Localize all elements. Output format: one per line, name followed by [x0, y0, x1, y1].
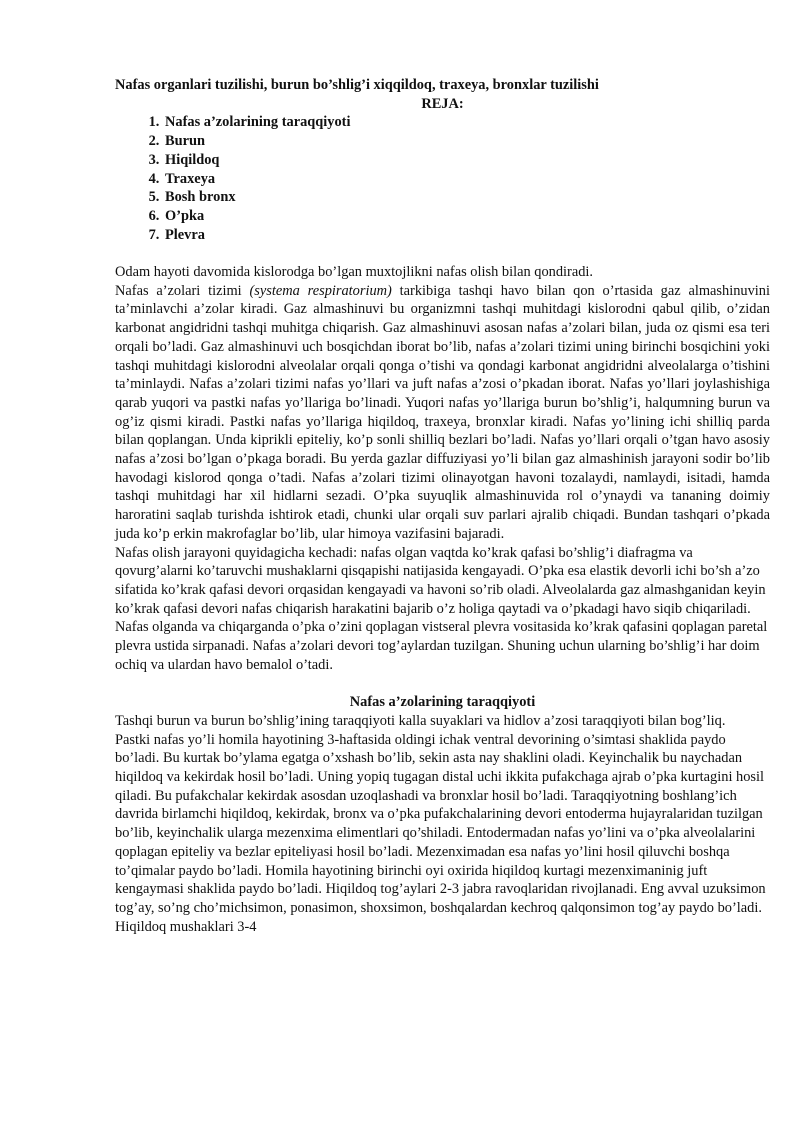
body-paragraph-2: Nafas olish jarayoni quyidagicha kechadi: nafas olgan vaqtda ko’krak qafasi bo’shlig’i diafragma va qovurg’alarni ko’taruvchi mushaklarni qisqapishi natijasida kengayadi. O’pka esa elastik devorli ichi bo’sh a’zo sifatida ko’krak qafasi devori orqasidan kengayadi va havoni so’rib oladi. Alveolalarda gaz almashganidan keyin ko’krak qafasi devori nafas chiqarish harakatini bajarib o’z holiga qaytadi va o’pkadagi havo siqib chiqariladi. Nafas olganda va chiqarganda o’pka o’zini qoplagan vistseral plevra vositasida ko’krak qafasini qoplagan paretal plevra ustida sirpanadi. Nafas a’zolari devori tog’aylardan tuzilgan. Shuning uchun ularning bo’shlig’i har doim ochiq va ulardan havo bemalol o’tadi. [115, 544, 768, 673]
spacer [115, 674, 770, 693]
plan-list [115, 113, 770, 244]
intro-paragraph: Odam hayoti davomida kislorodga bo’lgan muxtojlikni nafas olish bilan qondiradi. [115, 264, 594, 281]
paragraph-text: Nafas a’zolari tizimi [115, 282, 250, 299]
body-paragraph-1 [115, 282, 770, 544]
plan-item: 3. Hiqildoq [163, 151, 770, 170]
plan-item: 2. Burun [163, 132, 770, 151]
spacer [115, 244, 770, 263]
plan-item: 6. O’pka [163, 207, 770, 226]
body-paragraph-4: Pastki nafas yo’li homila hayotining 3-haftasida oldingi ichak ventral devorining o’simtasi shaklida paydo bo’ladi. Bu kurtak bo’ylama egatga o’xshash bo’lib, sekin asta nay shaklini oladi. Keyinchalik bu naychadan hiqildoq va kekirdak hosil bo’ladi. Uning yopiq tugagan distal uchi ikkita pufakchaga ajrab o’pka kurtagini hosil qiladi. Bu pufakchalar kekirdak asosdan uzoqlashadi va bronxlar hosil bo’ladi. Taraqqiyotning boshlang’ich davrida birlamchi hiqildoq, kekirdak, bronx va o’pka pufakchalarining devori entoderma hujayralaridan tuzilgan bo’lib, keyinchalik ularga mezenxima elimentlari qo’shiladi. Entodermadan nafas yo’lini va o’pka alveolalarini qoplagan epiteliy va bezlar epiteliyasi hosil bo’ladi. Mezenximadan esa nafas yo’lini hosil qiluvchi boshqa to’qimalar paydo bo’ladi. Homila hayotining birinchi oyi oxirida hiqildoq kurtagi mezenximaninig juft kengaymasi shaklida paydo bo’ladi. Hiqildoq tog’aylari 2-3 jabra ravoqlaridan rivojlanadi. Eng avval uzuksimon tog’ay, so’ng cho’michsimon, ponasimon, shoxsimon, boshqalardan kechroq qalqonsimon tog’ay paydo bo’ladi. Hiqildoq mushaklari 3-4 [115, 731, 766, 935]
plan-item: 7. Plevra [163, 226, 770, 245]
document-page [115, 76, 770, 936]
plan-heading: REJA: [421, 95, 464, 112]
section-heading: Nafas a’zolarining taraqqiyoti [349, 694, 536, 711]
latin-term: (systema respiratorium) [249, 282, 392, 299]
plan-item: 5. Bosh bronx [163, 188, 770, 207]
paragraph-text: tarkibiga tashqi havo bilan qon o’rtasida gaz almashinuvini ta’minlavchi a’zolar kiradi. Gaz almashinuvi bu organizmni tashqi muhitdagi kislorodni qabul qilib, o’zidan karbonat angidridni tashqi muhitga chiqarish. Gaz almashinuvi asosan nafas a’zolari bilan, juda oz qismi esa teri orqali bo’ladi. Gaz almashinuvi uch bosqichdan iborat bo’lib, nafas a’zolari tizimi uning birinchi bosqichini yoki tashqi muhitdagi kislorodni alveolalar orqali qonga o’tishi va qondagi karbonat angidridni alveolalarga o’tishini ta’minlaydi. Nafas a’zolari tizimi nafas yo’llari va juft nafas a’zosi o’pkadan iborat. Nafas yo’llari joylashishiga qarab yuqori va pastki nafas yo’llariga bo’linadi. Yuqori nafas yo’llariga burun bo’shlig’i, halqumning burun va og’iz qismi kiradi. Pastki nafas yo’llariga hiqildoq, traxeya, bronxlar kiradi. Nafas yo’lining ichi shilliq parda bilan qoplangan. Unda kiprikli epiteliy, ko’p sonli shilliq bezlari bo’ladi. Nafas yo’llari orqali o’tgan havo asosiy nafas a’zosi bo’lgan o’pkaga boradi. Bu yerda gazlar diffuziyasi yo’li bilan gaz almashinish jarayoni sodir bo’lib havodagi kislorod qonga o’tadi. Nafas a’zolari tizimi olinayotgan havoni tozalaydi, namlaydi, isitadi, hamda tashqi muhitdagi har xil hidlarni sezadi. O’pka suyuqlik almashinuvida rol o’ynaydi va tananing doimiy haroratini saqlab turishda ishtirok etadi, chunki ular orqali suv parlari ajralib chiqadi. Bundan tashqari o’pkada juda ko’p erkin makrofaglar bo’lib, ular himoya vazifasini bajaradi. [115, 282, 770, 542]
document-title: Nafas organlari tuzilishi, burun bo’shlig’i xiqqildoq, traxeya, bronxlar tuzilishi [115, 77, 599, 93]
body-paragraph-3: Tashqi burun va burun bo’shlig’ining taraqqiyoti kalla suyaklari va hidlov a’zosi taraqqiyoti bilan bog’liq. [115, 712, 726, 729]
plan-item: 1. Nafas a’zolarining taraqqiyoti [163, 113, 770, 132]
plan-item: 4. Traxeya [163, 170, 770, 189]
